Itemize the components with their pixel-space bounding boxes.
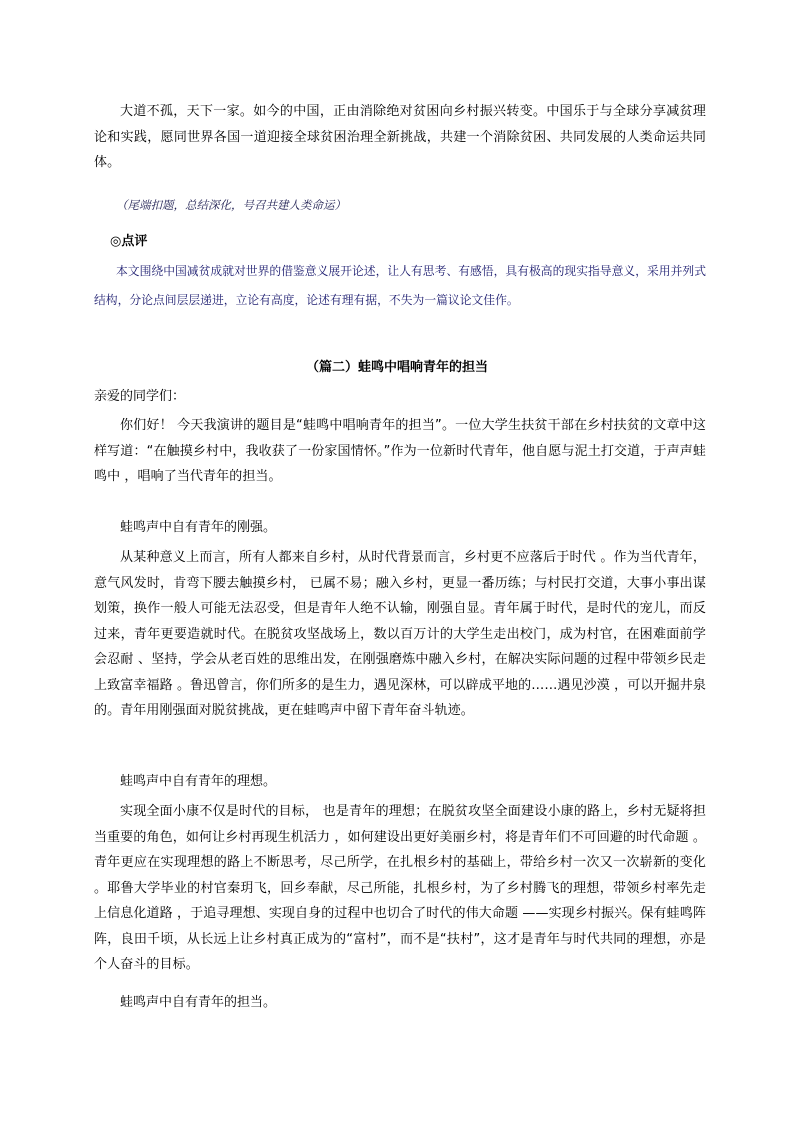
paragraph-ideal: 实现全面小康不仅是时代的目标， 也是青年的理想；在脱贫攻坚全面建设小康的路上，乡村无疑将担当重要的角色，如何让乡村再现生机活力 ，如何建设出更好美丽乡村，将是青年们不可回避的时代命题 。青年更应在实现理想的路上不断思考，尽己所学，在扎根乡村的基础上，带给乡村一次又一次崭新的变化 。耶鲁大学毕业的村官秦玥飞，回乡奉献，尽己所能，扎根乡村，为了乡村腾飞的理想，带领乡村率先走上信息化道路 ，于追寻理想、实现自身的过程中也切合了时代的伟大命题 ——实现乡村振兴。保有蛙鸣阵阵，良田千顷，从长远上让乡村真正成为的“富村”，而不是“扶村”，这才是青年与时代共同的理想，亦是个人奋斗的目标。 bbox=[94, 804, 706, 972]
comment-body: 本文围绕中国减贫成就对世界的借鉴意义展开论述，让人有思考、有感悟，具有极高的现实指导意义，采用并列式结构，分论点间层层递进，立论有高度，论述有理有据，不失为一篇议论文佳作。 bbox=[94, 264, 706, 307]
paragraph-strength: 从某种意义上而言，所有人都来自乡村，从时代背景而言，乡村更不应落后于时代 。作为当代青年，意气风发时，肯弯下腰去触摸乡村， 已属不易；融入乡村，更显一番历练；与村民打交道，大事小事出谋划策，换作一般人可能无法忍受，但是青年人绝不认输，刚强自显。青年属于时代，是时代的宠儿，而反过来，青年更要造就时代。在脱贫攻坚战场上，数以百万计的大学生走出校门，成为村官，在困难面前学会忍耐 、坚持，学会从老百姓的思维出发，在刚强磨炼中融入乡村，在解决实际问题的过程中带领乡民走上致富幸福路 。鲁迅曾言，你们所多的是生力，遇见深林，可以辟成平地的……遇见沙漠 ，可以开掘井泉的。青年用刚强面对脱贫挑战，更在蛙鸣声中留下青年奋斗轨迹。 bbox=[94, 550, 706, 718]
paragraph-intro: 你们好！ 今天我演讲的题目是“蛙鸣中唱响青年的担当”。一位大学生扶贫干部在乡村扶贫的文章中这样写道：“在触摸乡村中，我收获了一份家国情怀。”作为一位新时代青年，他自愿与泥土打交道，于声声蛙鸣中 ，唱响了当代青年的担当。 bbox=[94, 418, 706, 484]
comment-heading: ◎点评 bbox=[110, 234, 148, 249]
subheading-strength: 蛙鸣声中自有青年的刚强。 bbox=[120, 520, 277, 535]
essay-title: （篇二）蛙鸣中唱响青年的担当 bbox=[305, 360, 488, 375]
annotation-note: （尾端扣题，总结深化，号召共建人类命运） bbox=[116, 198, 346, 212]
conclusion-paragraph: 大道不孤，天下一家。如今的中国，正由消除绝对贫困向乡村振兴转变。中国乐于与全球分享减贫理论和实践，愿同世界各国一道迎接全球贫困治理全新挑战，共建一个消除贫困、共同发展的人类命运共同体。 bbox=[94, 104, 706, 170]
salutation: 亲爱的同学们： bbox=[94, 389, 186, 404]
subheading-ideal: 蛙鸣声中自有青年的理想。 bbox=[120, 774, 277, 789]
subheading-responsibility: 蛙鸣声中自有青年的担当。 bbox=[120, 995, 277, 1010]
